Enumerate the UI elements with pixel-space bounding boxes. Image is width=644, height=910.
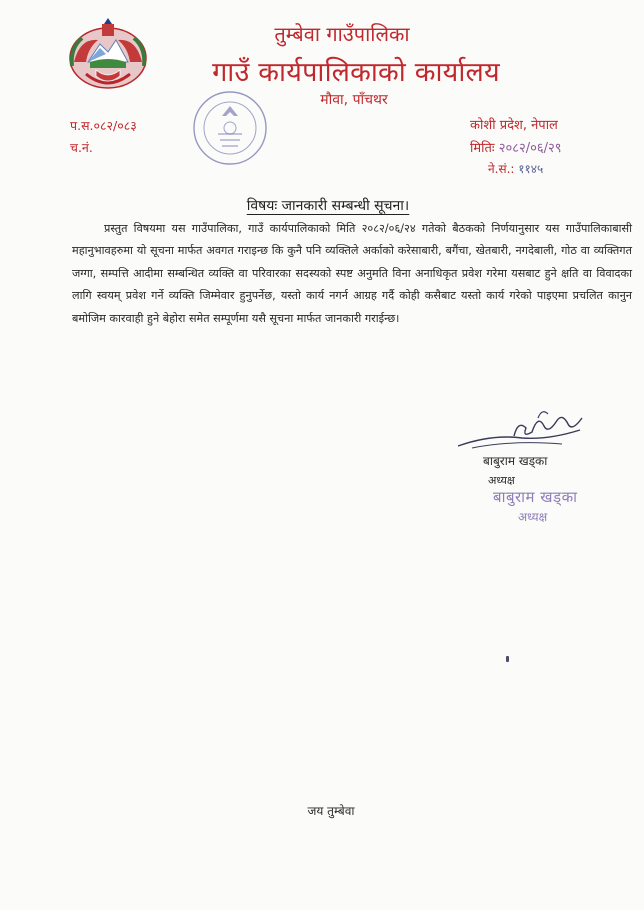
dispatch-number: च.नं. bbox=[70, 140, 93, 155]
office-seal bbox=[188, 86, 272, 170]
handwritten-signature bbox=[452, 404, 592, 454]
office-title: गाउँ कार्यपालिकाको कार्यालय bbox=[212, 57, 500, 88]
municipality-name: तुम्बेवा गाउँपालिका bbox=[274, 22, 410, 46]
reference-number: प.स.०८२/०८३ bbox=[70, 118, 137, 133]
stamp-role: अध्यक्ष bbox=[518, 510, 548, 524]
notice-subject bbox=[0, 196, 644, 215]
province-address: कोशी प्रदेश, नेपाल bbox=[470, 118, 558, 133]
date-line bbox=[470, 138, 562, 156]
notice-body: प्रस्तुत विषयमा यस गाउँपालिका, गाउँ कार्यपालिकाको मिति २०८२/०६/२४ गतेको बैठकको निर्णयानुसार यस गाउँपालिकाबासी महानुभावहरुमा यो सूचना मार्फत अवगत गराइन्छ कि कुनै पनि व्यक्तिले अर्काको करेसाबारी, बगैंचा, खेतबारी, नगदेबाली, गोठ वा व्यक्तिगत जग्गा, सम्पत्ति आदीमा सम्बन्धित व्यक्ति वा परिवारका सदस्यको स्पष्ट अनुमति विना अनाधिकृत प्रवेश गरेमा यसबाट हुने क्षति वा विवादका लागि स्वयम् प्रवेश गर्ने व्यक्ति जिम्मेवार हुनुपर्नेछ, यस्तो कार्य नगर्न आग्रह गर्दै कोही कसैबाट यस्तो कार्य गरेको पाइएमा प्रचलित कानुन बमोजिम कारवाही हुने बेहोरा समेत सम्पूर्णमा यसै सूचना मार्फत जानकारी गराईन्छ। bbox=[72, 222, 632, 325]
signatory-name: बाबुराम खड्का bbox=[483, 454, 548, 468]
subject-text: विषयः जानकारी सम्बन्धी सूचना। bbox=[246, 198, 410, 214]
stamp-name: बाबुराम खड्का bbox=[493, 488, 578, 506]
date-value: २०८२/०६/२९ bbox=[498, 141, 562, 156]
ne-line bbox=[488, 160, 543, 177]
signatory-role: अध्यक्ष bbox=[488, 474, 515, 487]
ink-mark bbox=[506, 656, 509, 662]
office-location: मौवा, पाँचथर bbox=[320, 92, 388, 108]
closing-salutation: जय तुम्बेवा bbox=[307, 804, 355, 818]
ne-value: ११४५ bbox=[518, 162, 544, 176]
ne-label: ने.सं.: bbox=[488, 162, 515, 176]
date-label: मितिः bbox=[470, 141, 495, 156]
